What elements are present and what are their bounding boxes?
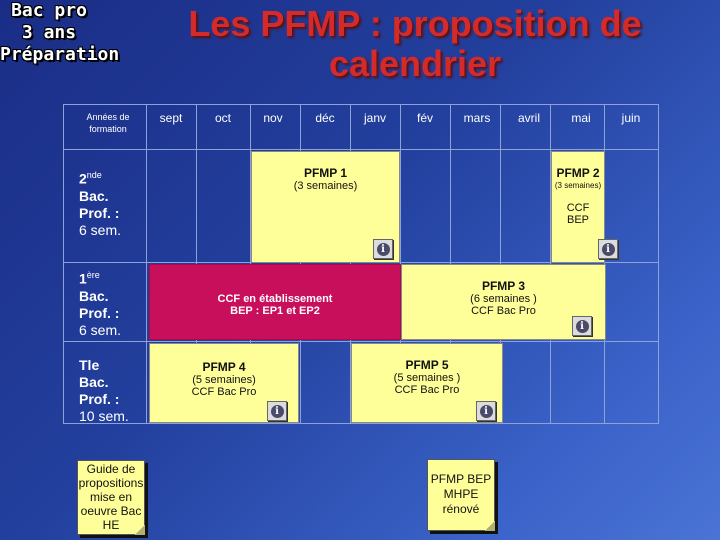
row-year: 1ère	[79, 270, 100, 287]
pfmp2-ccf1: CCF	[566, 202, 590, 214]
row-duration: 6 sem.	[79, 221, 122, 238]
pfmp1-sub: (3 semaines)	[293, 180, 358, 192]
month-dec: déc	[315, 111, 335, 125]
month-mars: mars	[463, 111, 491, 125]
row-duration: 10 sem.	[79, 408, 129, 424]
month-mai: mai	[571, 111, 591, 125]
pfmp4-title: PFMP 4	[202, 360, 246, 374]
title-badge	[0, 0, 120, 66]
info-icon[interactable]: i	[476, 401, 496, 421]
info-icon[interactable]: i	[373, 239, 393, 259]
badge-line3: Préparation	[0, 44, 120, 65]
month-janv: janv	[363, 111, 386, 125]
guide-note-link[interactable]: Guide de propositions mise en oeuvre Bac HE	[77, 460, 145, 535]
title-line1: Les PFMP : proposition de	[188, 3, 642, 44]
ccf-etab-line1: CCF en établissement	[217, 293, 333, 305]
row-label-1ere	[79, 267, 121, 339]
month-nov: nov	[263, 111, 283, 125]
row-label-2nde	[79, 167, 121, 239]
pfmp1-title: PFMP 1	[303, 166, 348, 180]
badge-line2: 3 ans	[21, 22, 77, 43]
grid-line	[64, 341, 658, 342]
pfmp2-title: PFMP 2	[556, 166, 600, 180]
row-label-tle	[79, 357, 129, 425]
years-header: Années de formation	[86, 112, 130, 134]
ccf-etab-line2: BEP : EP1 et EP2	[230, 305, 320, 317]
pfmp2-block	[551, 151, 605, 263]
month-juin: juin	[621, 111, 641, 125]
row-bold2: Prof. :	[79, 204, 120, 221]
title-line2: calendrier	[328, 43, 502, 84]
pfmp-bep-note-link[interactable]: PFMP BEP MHPE rénové	[427, 459, 495, 531]
row-bold2: Prof. :	[79, 391, 120, 407]
page-title	[150, 4, 680, 84]
pfmp5-ccf: CCF Bac Pro	[394, 384, 460, 396]
row-year: Tle	[79, 357, 100, 373]
row-bold1: Bac.	[79, 287, 109, 304]
pfmp3-sub: (6 semaines )	[470, 293, 537, 305]
pfmp4-sub: (5 semaines)	[192, 374, 256, 386]
ccf-etablissement-block	[149, 264, 401, 340]
info-icon[interactable]: i	[572, 316, 592, 336]
grid-line	[146, 105, 147, 423]
pfmp2-sub: (3 semaines)	[554, 181, 602, 190]
row-year: 2nde	[79, 170, 102, 187]
pfmp3-ccf: CCF Bac Pro	[471, 305, 536, 317]
info-icon[interactable]: i	[598, 239, 618, 259]
badge-line1: Bac pro	[11, 0, 87, 21]
pfmp2-ccf2: BEP	[566, 214, 589, 226]
month-sept: sept	[159, 111, 183, 125]
pfmp4-ccf: CCF Bac Pro	[191, 386, 257, 398]
row-duration: 6 sem.	[79, 321, 122, 338]
row-bold1: Bac.	[79, 374, 109, 390]
pfmp5-sub: (5 semaines )	[393, 372, 461, 384]
info-icon[interactable]: i	[267, 401, 287, 421]
month-fev: fév	[416, 111, 433, 125]
pfmp3-title: PFMP 3	[481, 279, 526, 293]
pfmp5-title: PFMP 5	[405, 358, 449, 372]
row-bold2: Prof. :	[79, 304, 120, 321]
grid-line	[64, 149, 658, 150]
calendar-grid	[63, 104, 659, 424]
month-avril: avril	[517, 111, 540, 125]
month-oct: oct	[214, 111, 231, 125]
row-bold1: Bac.	[79, 187, 109, 204]
